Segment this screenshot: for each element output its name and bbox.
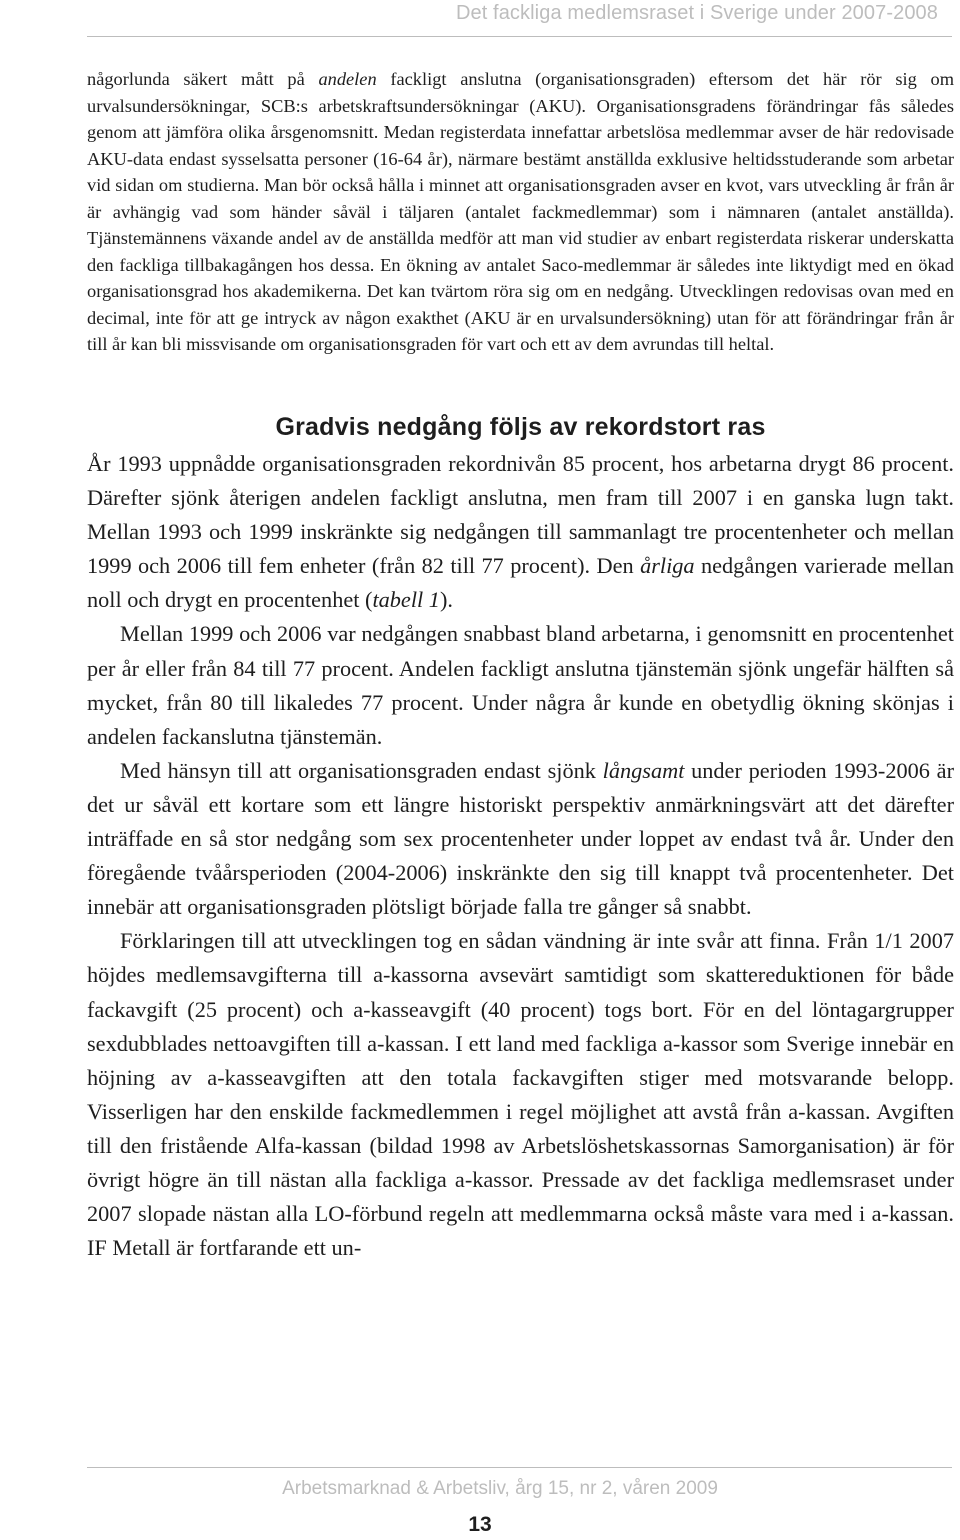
intro-text-part: någorlunda säkert mått på <box>87 69 319 89</box>
intro-text-part: fackligt anslutna (organisationsgraden) eftersom det här rör sig om urvalsundersökningar, SCB:s arbetskraftsundersökningar (AKU). Organisationsgradens förändringar fås således genom att jämföra olika årsgenomsnitt. Medan registerdata innefattar arbetslösa medlemmar avser de här redovisade AKU-data endast sysselsatta personer (16-64 år), närmare bestämt anställda exklusive heltidsstuderande som arbetar vid sidan om studierna. Man bör också hålla i minnet att organisationsgraden avser en kvot, vars utveckling år från år är avhängig vad som händer såväl i täljaren (antalet fackmedlemmar) som i nämnaren (antalet anställda). Tjänstemännens växande andel av de anställda medför att man vid studier av enbart registerdata riskerar underskatta den fackliga tillbakagången hos dessa. En ökning av antalet Saco-medlemmar är således inte liktydigt med en ökad organisationsgrad hos akademikerna. Det kan tvärtom röra sig om en nedgång. Utvecklingen redovisas ovan med en decimal, inte för att ge intryck av någon exakthet (AKU är en urvalsundersökning) utan för att förändringar från år till år kan bli missvisande om organisationsgraden för vart och ett av dem avrundas till heltal. <box>87 69 954 355</box>
body-paragraph-2: Mellan 1999 och 2006 var nedgången snabbast bland arbetarna, i genomsnitt en procentenhet per år eller från 84 till 77 procent. Andelen fackligt anslutna tjänstemän sjönk ungefär hälften så mycket, från 80 till likaledes 77 procent. Under några år kunde en obetydlig ökning skönjas i andelen fackanslutna tjänstemän. <box>87 621 954 749</box>
page-number: 13 <box>468 1513 492 1536</box>
paragraph-emphasis: årliga <box>640 553 695 579</box>
section-heading: Gradvis nedgång följs av rekordstort ras <box>275 413 766 442</box>
paragraph-text-part: År 1993 uppnådde organisationsgraden rekordnivån 85 procent, hos arbetarna drygt 86 procent. Därefter sjönk återigen andelen fackligt anslutna, men fram till 2007 i en ganska lugn takt. Mellan 1993 och 1999 inskränkte sig nedgången till sammanlagt tre procentenheter och mellan 1999 och 2006 till fem enheter (från 82 till 77 procent). Den <box>87 451 954 579</box>
body-paragraph-1 <box>87 447 954 617</box>
intro-emphasis: andelen <box>318 69 377 89</box>
paragraph-emphasis: långsamt <box>602 757 685 783</box>
running-header-title: Det fackliga medlemsraset i Sverige under 2007-2008 <box>455 2 938 24</box>
paragraph-text-part: under perioden 1993-2006 är det ur såväl ett kortare som ett längre historiskt perspektiv anmärkningsvärt att det därefter inträffade en så stor nedgång som sex procentenheter under loppet av endast två år. Under den föregående tvåårsperioden (2004-2006) inskränkte den sig till knappt två procentenheter. Det innebär att organisationsgraden plötsligt började falla tre gånger så snabbt. <box>87 757 954 920</box>
table-reference: tabell 1 <box>372 587 440 613</box>
body-paragraph-4: Förklaringen till att utvecklingen tog en sådan vändning är inte svår att finna. Från 1/1 2007 höjdes medlemsavgifterna till a-kassorna avsevärt samtidigt som skattereduktionen för både fackavgift (25 procent) och a-kasseavgift (40 procent) togs bort. För en del löntagargrupper sexdubblades nettoavgiften till a-kassan. I ett land med fackliga a-kassor som Sverige innebär en höjning av a-kasseavgiften att den totala fackavgiften stiger med motsvarande belopp. Visserligen har den enskilde fackmedlemmen i regel möjlighet att avstå från a-kassan. Avgiften till den fristående Alfa-kassan (bildad 1998 av Arbetslöshetskassornas Samorganisation) är för övrigt högre än till nästan alla fackliga a-kassor. Pressade av det fackliga medlemsraset under 2007 slopade nästan alla LO-förbund regeln att medlemmarna också måste vara med i a-kassan. IF Metall är fortfarande ett un- <box>87 928 954 1261</box>
paragraph-text-part: nedgången varierade mellan noll och drygt en procentenhet ( <box>87 553 954 613</box>
page-content <box>87 66 954 1265</box>
body-paragraph-3 <box>87 754 954 924</box>
journal-footer: Arbetsmarknad & Arbetsliv, årg 15, nr 2, våren 2009 <box>282 1478 718 1499</box>
footer-divider <box>87 1467 952 1468</box>
header-divider <box>87 36 952 37</box>
paragraph-text-part: Med hänsyn till att organisationsgraden endast sjönk <box>120 757 603 783</box>
paragraph-text-part: ). <box>439 587 453 613</box>
intro-paragraph <box>87 66 954 358</box>
section-body <box>87 447 954 1265</box>
